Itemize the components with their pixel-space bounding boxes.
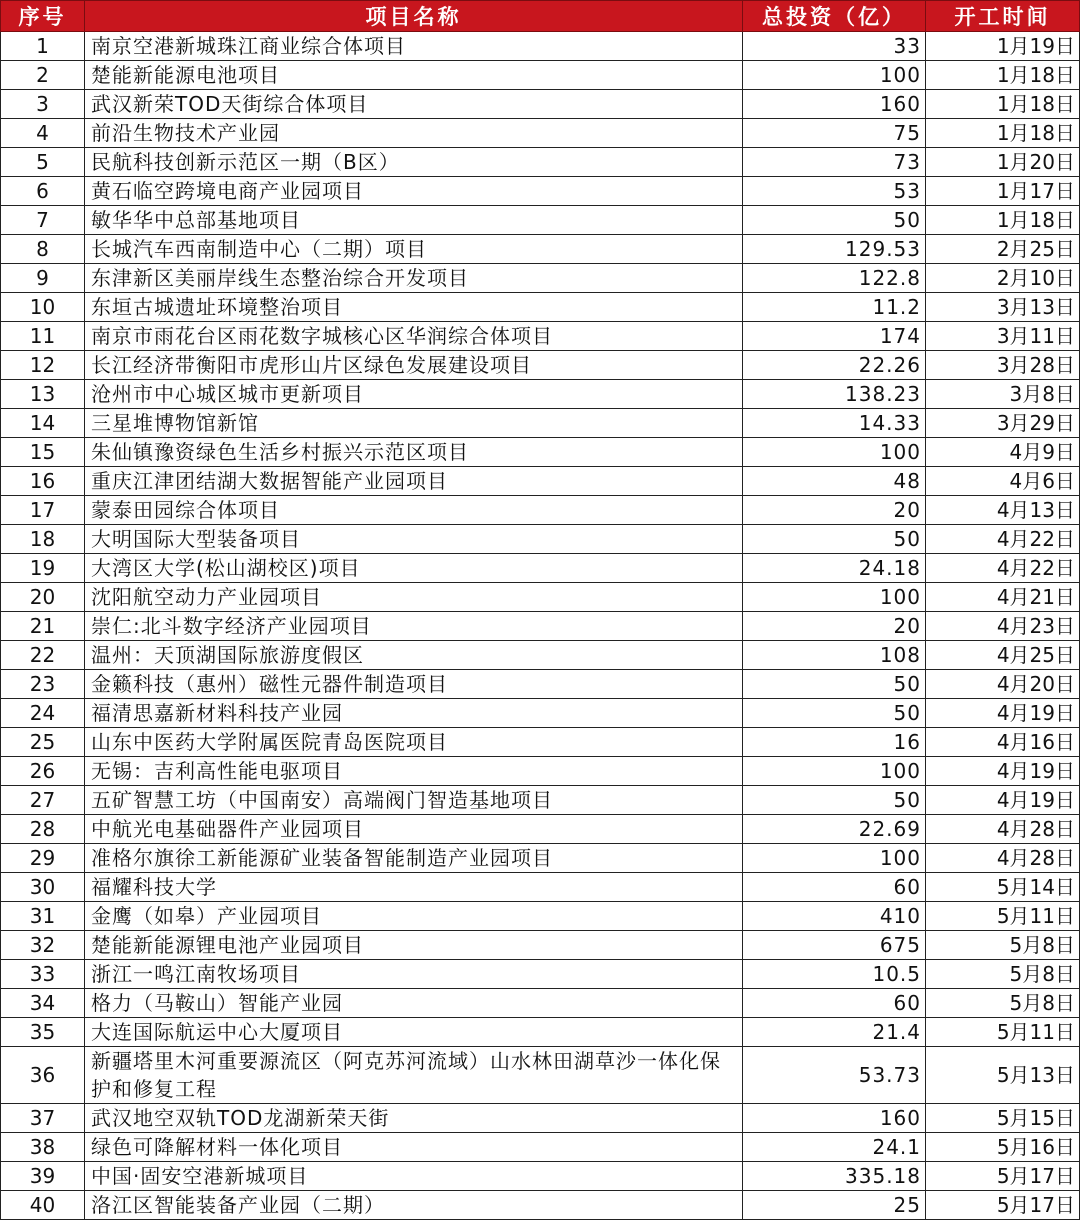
total-investment: 60 [743, 873, 926, 902]
row-index: 28 [1, 815, 85, 844]
table-row [1, 989, 1080, 1018]
table-row [1, 177, 1080, 206]
row-index: 32 [1, 931, 85, 960]
table-row [1, 583, 1080, 612]
start-date: 4月21日 [926, 583, 1080, 612]
start-date: 1月18日 [926, 90, 1080, 119]
project-name: 东津新区美丽岸线生态整治综合开发项目 [85, 264, 743, 293]
start-date: 4月28日 [926, 815, 1080, 844]
start-date: 5月8日 [926, 989, 1080, 1018]
row-index: 20 [1, 583, 85, 612]
total-investment: 174 [743, 322, 926, 351]
project-name: 格力（马鞍山）智能产业园 [85, 989, 743, 1018]
table-row [1, 1047, 1080, 1104]
start-date: 5月14日 [926, 873, 1080, 902]
project-name: 前沿生物技术产业园 [85, 119, 743, 148]
start-date: 1月18日 [926, 206, 1080, 235]
table-row [1, 757, 1080, 786]
total-investment: 53 [743, 177, 926, 206]
row-index: 27 [1, 786, 85, 815]
row-index: 29 [1, 844, 85, 873]
project-name: 蒙泰田园综合体项目 [85, 496, 743, 525]
start-date: 4月19日 [926, 757, 1080, 786]
row-index: 38 [1, 1133, 85, 1162]
row-index: 4 [1, 119, 85, 148]
project-name: 黄石临空跨境电商产业园项目 [85, 177, 743, 206]
row-index: 39 [1, 1162, 85, 1191]
project-name: 绿色可降解材料一体化项目 [85, 1133, 743, 1162]
table-row [1, 931, 1080, 960]
project-name: 大明国际大型装备项目 [85, 525, 743, 554]
project-name: 南京市雨花台区雨花数字城核心区华润综合体项目 [85, 322, 743, 351]
row-index: 12 [1, 351, 85, 380]
project-name: 崇仁:北斗数字经济产业园项目 [85, 612, 743, 641]
project-name: 武汉地空双轨TOD龙湖新荣天街 [85, 1104, 743, 1133]
project-name: 楚能新能源锂电池产业园项目 [85, 931, 743, 960]
header-project-name: 项目名称 [85, 1, 743, 32]
row-index: 35 [1, 1018, 85, 1047]
row-index: 23 [1, 670, 85, 699]
total-investment: 129.53 [743, 235, 926, 264]
start-date: 5月17日 [926, 1191, 1080, 1220]
total-investment: 22.69 [743, 815, 926, 844]
table-row [1, 815, 1080, 844]
row-index: 33 [1, 960, 85, 989]
table-row [1, 32, 1080, 61]
row-index: 6 [1, 177, 85, 206]
start-date: 4月22日 [926, 525, 1080, 554]
table-row [1, 1133, 1080, 1162]
project-name: 中航光电基础器件产业园项目 [85, 815, 743, 844]
project-name: 中国·固安空港新城项目 [85, 1162, 743, 1191]
start-date: 3月29日 [926, 409, 1080, 438]
project-name: 沈阳航空动力产业园项目 [85, 583, 743, 612]
total-investment: 24.18 [743, 554, 926, 583]
row-index: 40 [1, 1191, 85, 1220]
total-investment: 50 [743, 206, 926, 235]
row-index: 11 [1, 322, 85, 351]
project-name: 长城汽车西南制造中心（二期）项目 [85, 235, 743, 264]
project-name: 三星堆博物馆新馆 [85, 409, 743, 438]
start-date: 1月18日 [926, 61, 1080, 90]
row-index: 13 [1, 380, 85, 409]
table-row [1, 1104, 1080, 1133]
table-row [1, 90, 1080, 119]
row-index: 25 [1, 728, 85, 757]
start-date: 5月8日 [926, 931, 1080, 960]
header-index: 序号 [1, 1, 85, 32]
start-date: 5月11日 [926, 1018, 1080, 1047]
table-row [1, 699, 1080, 728]
row-index: 8 [1, 235, 85, 264]
project-name: 浙江一鸣江南牧场项目 [85, 960, 743, 989]
start-date: 5月8日 [926, 960, 1080, 989]
row-index: 10 [1, 293, 85, 322]
header-investment: 总投资（亿） [743, 1, 926, 32]
row-index: 5 [1, 148, 85, 177]
total-investment: 100 [743, 844, 926, 873]
project-name: 福清思嘉新材料科技产业园 [85, 699, 743, 728]
header-start-date: 开工时间 [926, 1, 1080, 32]
total-investment: 100 [743, 583, 926, 612]
project-name: 山东中医药大学附属医院青岛医院项目 [85, 728, 743, 757]
row-index: 9 [1, 264, 85, 293]
project-name: 大连国际航运中心大厦项目 [85, 1018, 743, 1047]
project-name: 新疆塔里木河重要源流区（阿克苏河流域）山水林田湖草沙一体化保护和修复工程 [85, 1047, 743, 1104]
total-investment: 73 [743, 148, 926, 177]
start-date: 5月13日 [926, 1047, 1080, 1104]
row-index: 3 [1, 90, 85, 119]
total-investment: 675 [743, 931, 926, 960]
row-index: 21 [1, 612, 85, 641]
row-index: 34 [1, 989, 85, 1018]
total-investment: 53.73 [743, 1047, 926, 1104]
project-name: 楚能新能源电池项目 [85, 61, 743, 90]
total-investment: 24.1 [743, 1133, 926, 1162]
header-row [1, 1, 1080, 32]
start-date: 4月9日 [926, 438, 1080, 467]
row-index: 26 [1, 757, 85, 786]
project-name: 大湾区大学(松山湖校区)项目 [85, 554, 743, 583]
row-index: 2 [1, 61, 85, 90]
start-date: 1月20日 [926, 148, 1080, 177]
total-investment: 50 [743, 786, 926, 815]
row-index: 36 [1, 1047, 85, 1104]
total-investment: 100 [743, 438, 926, 467]
total-investment: 20 [743, 612, 926, 641]
table-row [1, 844, 1080, 873]
table-row [1, 61, 1080, 90]
row-index: 14 [1, 409, 85, 438]
start-date: 4月16日 [926, 728, 1080, 757]
total-investment: 60 [743, 989, 926, 1018]
table-row [1, 438, 1080, 467]
table-row [1, 612, 1080, 641]
start-date: 4月28日 [926, 844, 1080, 873]
table-body [1, 32, 1080, 1220]
row-index: 24 [1, 699, 85, 728]
total-investment: 16 [743, 728, 926, 757]
project-name: 五矿智慧工坊（中国南安）高端阀门智造基地项目 [85, 786, 743, 815]
total-investment: 11.2 [743, 293, 926, 322]
start-date: 4月6日 [926, 467, 1080, 496]
start-date: 1月18日 [926, 119, 1080, 148]
start-date: 4月23日 [926, 612, 1080, 641]
table-row [1, 554, 1080, 583]
total-investment: 122.8 [743, 264, 926, 293]
total-investment: 20 [743, 496, 926, 525]
start-date: 1月17日 [926, 177, 1080, 206]
table-row [1, 873, 1080, 902]
project-name: 朱仙镇豫资绿色生活乡村振兴示范区项目 [85, 438, 743, 467]
start-date: 4月22日 [926, 554, 1080, 583]
project-name: 准格尔旗徐工新能源矿业装备智能制造产业园项目 [85, 844, 743, 873]
row-index: 17 [1, 496, 85, 525]
table-row [1, 264, 1080, 293]
table-row [1, 902, 1080, 931]
start-date: 1月19日 [926, 32, 1080, 61]
start-date: 5月17日 [926, 1162, 1080, 1191]
start-date: 4月19日 [926, 699, 1080, 728]
table-row [1, 467, 1080, 496]
table-row [1, 641, 1080, 670]
start-date: 4月13日 [926, 496, 1080, 525]
project-name: 洛江区智能装备产业园（二期） [85, 1191, 743, 1220]
table-row [1, 293, 1080, 322]
table-row [1, 409, 1080, 438]
total-investment: 10.5 [743, 960, 926, 989]
table-row [1, 351, 1080, 380]
start-date: 4月20日 [926, 670, 1080, 699]
total-investment: 50 [743, 525, 926, 554]
start-date: 2月10日 [926, 264, 1080, 293]
table-row [1, 206, 1080, 235]
project-name: 无锡：吉利高性能电驱项目 [85, 757, 743, 786]
table-row [1, 1162, 1080, 1191]
table-row [1, 119, 1080, 148]
row-index: 1 [1, 32, 85, 61]
start-date: 4月19日 [926, 786, 1080, 815]
project-name: 民航科技创新示范区一期（B区） [85, 148, 743, 177]
row-index: 7 [1, 206, 85, 235]
total-investment: 138.23 [743, 380, 926, 409]
table-row [1, 960, 1080, 989]
table-row [1, 496, 1080, 525]
table-row [1, 1191, 1080, 1220]
total-investment: 22.26 [743, 351, 926, 380]
table-row [1, 380, 1080, 409]
project-name: 武汉新荣TOD天街综合体项目 [85, 90, 743, 119]
total-investment: 100 [743, 757, 926, 786]
total-investment: 160 [743, 1104, 926, 1133]
total-investment: 21.4 [743, 1018, 926, 1047]
project-name: 长江经济带衡阳市虎形山片区绿色发展建设项目 [85, 351, 743, 380]
total-investment: 14.33 [743, 409, 926, 438]
start-date: 5月11日 [926, 902, 1080, 931]
table-row [1, 148, 1080, 177]
start-date: 2月25日 [926, 235, 1080, 264]
project-name: 敏华华中总部基地项目 [85, 206, 743, 235]
total-investment: 48 [743, 467, 926, 496]
project-name: 金籁科技（惠州）磁性元器件制造项目 [85, 670, 743, 699]
row-index: 19 [1, 554, 85, 583]
table-row [1, 670, 1080, 699]
start-date: 4月25日 [926, 641, 1080, 670]
project-name: 重庆江津团结湖大数据智能产业园项目 [85, 467, 743, 496]
row-index: 16 [1, 467, 85, 496]
table-row [1, 525, 1080, 554]
project-name: 南京空港新城珠江商业综合体项目 [85, 32, 743, 61]
row-index: 22 [1, 641, 85, 670]
start-date: 3月13日 [926, 293, 1080, 322]
total-investment: 335.18 [743, 1162, 926, 1191]
start-date: 3月11日 [926, 322, 1080, 351]
total-investment: 33 [743, 32, 926, 61]
table-row [1, 786, 1080, 815]
start-date: 5月16日 [926, 1133, 1080, 1162]
total-investment: 410 [743, 902, 926, 931]
total-investment: 160 [743, 90, 926, 119]
start-date: 3月8日 [926, 380, 1080, 409]
total-investment: 108 [743, 641, 926, 670]
table-row [1, 322, 1080, 351]
project-name: 沧州市中心城区城市更新项目 [85, 380, 743, 409]
project-name: 金鹰（如皋）产业园项目 [85, 902, 743, 931]
row-index: 37 [1, 1104, 85, 1133]
row-index: 31 [1, 902, 85, 931]
total-investment: 50 [743, 670, 926, 699]
project-name: 福耀科技大学 [85, 873, 743, 902]
row-index: 18 [1, 525, 85, 554]
row-index: 30 [1, 873, 85, 902]
row-index: 15 [1, 438, 85, 467]
table-row [1, 728, 1080, 757]
project-name: 温州：天顶湖国际旅游度假区 [85, 641, 743, 670]
total-investment: 25 [743, 1191, 926, 1220]
start-date: 3月28日 [926, 351, 1080, 380]
table-row [1, 235, 1080, 264]
total-investment: 75 [743, 119, 926, 148]
start-date: 5月15日 [926, 1104, 1080, 1133]
total-investment: 50 [743, 699, 926, 728]
table-row [1, 1018, 1080, 1047]
project-name: 东垣古城遗址环境整治项目 [85, 293, 743, 322]
total-investment: 100 [743, 61, 926, 90]
